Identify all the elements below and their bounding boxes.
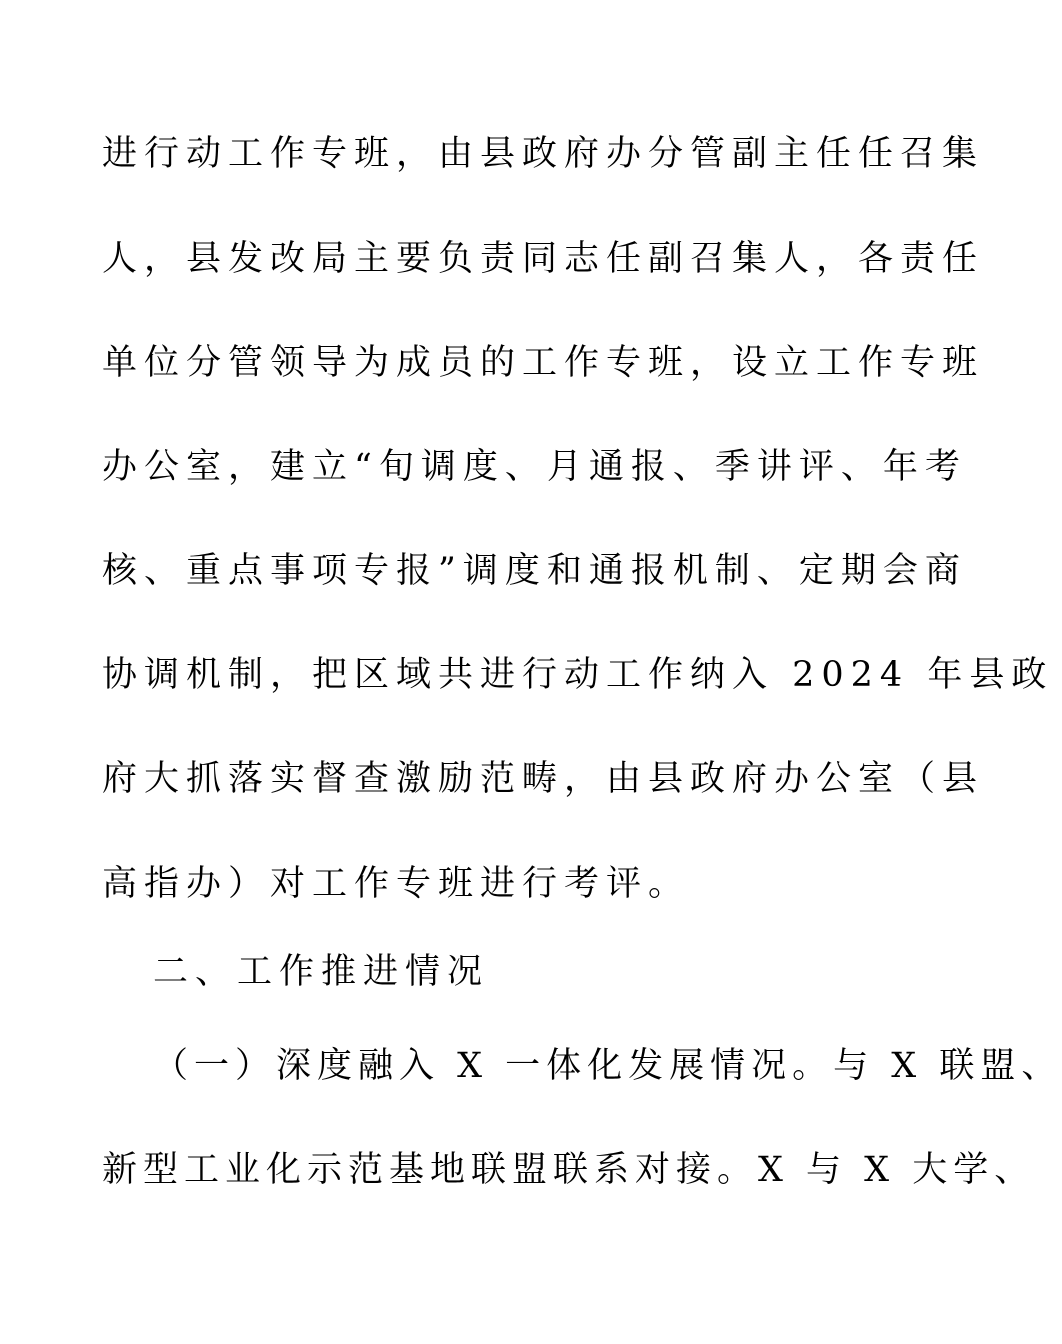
continuation-line-text: 新型工业化示范基地联盟联系对接。X 与 X 大学、 (102, 1150, 1036, 1190)
paragraph-line-4-text: 办公室，建立“旬调度、月通报、季讲评、年考 (102, 447, 967, 487)
paragraph-line-7 (0, 749, 985, 809)
paragraph-line-6 (0, 645, 1054, 705)
continuation-line (0, 1140, 1036, 1200)
paragraph-line-7-text: 府大抓落实督查激励范畴，由县政府办公室（县 (102, 759, 985, 799)
subsection-line (0, 1036, 1062, 1096)
paragraph-line-1-text: 进行动工作专班，由县政府办分管副主任任召集 (102, 134, 985, 174)
paragraph-line-3 (0, 333, 985, 393)
paragraph-line-3-text: 单位分管领导为成员的工作专班，设立工作专班 (102, 343, 985, 383)
paragraph-line-5 (0, 541, 967, 601)
paragraph-line-6-text: 协调机制，把区域共进行动工作纳入 2024 年县政 (102, 655, 1054, 695)
section-heading-text: 二、工作推进情况 (153, 952, 490, 992)
paragraph-line-8-text: 高指办）对工作专班进行考评。 (102, 864, 691, 904)
section-heading (0, 942, 950, 1002)
paragraph-line-4 (0, 437, 967, 497)
subsection-line-text: （一）深度融入 X 一体化发展情况。与 X 联盟、 (153, 1046, 1062, 1086)
paragraph-line-2 (0, 229, 985, 289)
paragraph-line-2-text: 人，县发改局主要负责同志任副召集人，各责任 (102, 239, 985, 279)
paragraph-line-1 (0, 124, 985, 184)
paragraph-line-8 (0, 854, 950, 914)
paragraph-line-5-text: 核、重点事项专报”调度和通报机制、定期会商 (102, 551, 967, 591)
